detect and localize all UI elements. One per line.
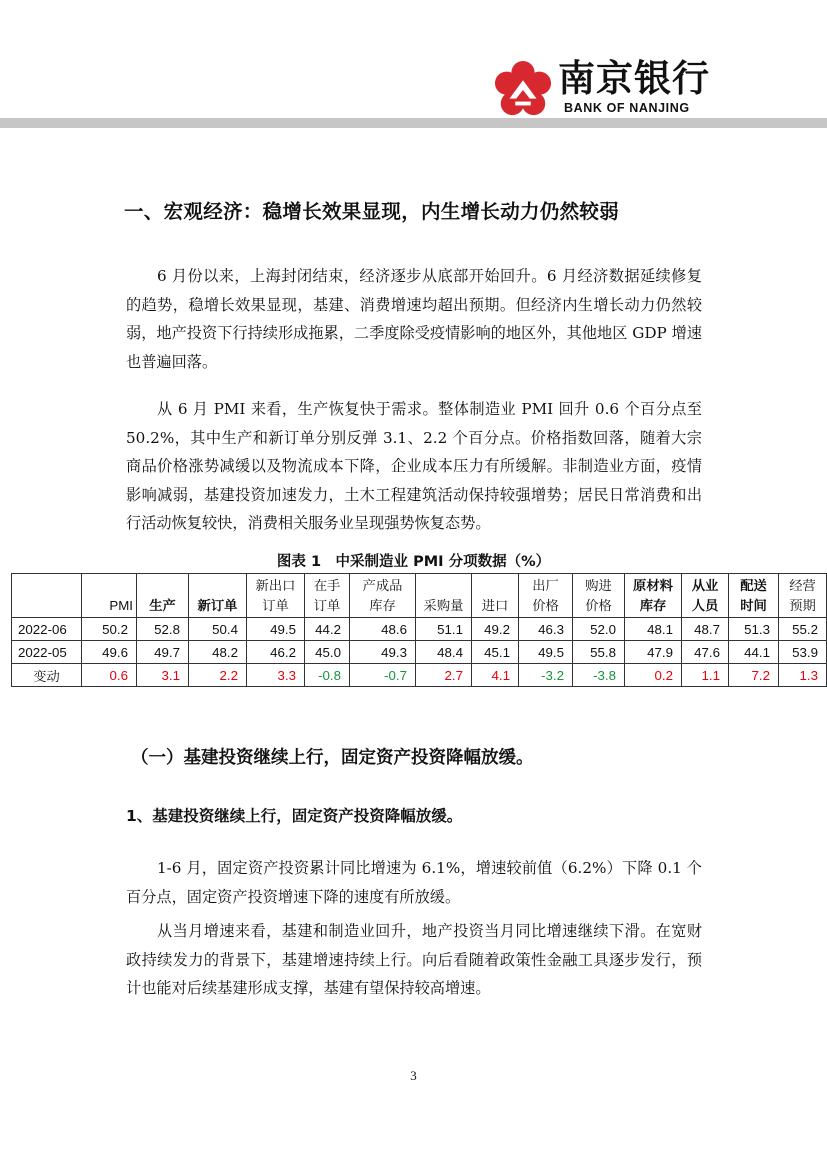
- bank-name-en: BANK OF NANJING: [564, 101, 690, 115]
- table-row-label: 2022-06: [12, 618, 82, 641]
- table-cell: -3.2: [519, 664, 573, 687]
- table-header-cell: [137, 574, 189, 618]
- table-header-text: 购进: [585, 577, 612, 593]
- page-number: 3: [410, 1068, 417, 1083]
- table-header-text: 订单: [313, 597, 341, 613]
- table-cell: 50.2: [82, 618, 137, 641]
- table-header-text: 原材料: [633, 577, 673, 593]
- table-cell: 48.2: [189, 641, 247, 664]
- table-cell: 7.2: [729, 664, 779, 687]
- table-header-cell: [625, 574, 682, 618]
- bank-name-cn: 南京银行: [558, 57, 710, 100]
- table-cell: 0.6: [82, 664, 137, 687]
- table-row: [12, 618, 827, 641]
- table-header-cell: [305, 574, 350, 618]
- table-cell: -0.8: [305, 664, 350, 687]
- table-cell: 49.5: [519, 641, 573, 664]
- table-cell: 45.0: [305, 641, 350, 664]
- table-cell: 51.3: [729, 618, 779, 641]
- table-header-text: 库存: [639, 597, 667, 613]
- table-header-text: PMI: [109, 598, 133, 613]
- table-header-text: 配送: [740, 577, 767, 593]
- table-cell: 47.9: [625, 641, 682, 664]
- table-cell: 49.5: [247, 618, 305, 641]
- table-cell: 3.1: [137, 664, 189, 687]
- bank-logo: [494, 57, 710, 120]
- subsection-item-title: 1、基建投资继续上行，固定资产投资降幅放缓。: [126, 807, 463, 825]
- paragraph-economy-overview: 6 月份以来，上海封闭结束，经济逐步从底部开始回升。6 月经济数据延续修复的趋势，稳增长效果显现，基建、消费增速均超出预期。但经济内生增长动力仍然较弱，地产投资下行持续形成拖累，二季度除受疫情影响的地区外，其他地区 GDP 增速也普遍回落。: [126, 267, 702, 371]
- table-cell: 55.8: [573, 641, 625, 664]
- table-cell: 44.1: [729, 641, 779, 664]
- table-header-cell: [682, 574, 729, 618]
- table-header-text: 时间: [740, 597, 767, 613]
- bank-of-nanjing-logo-icon: [494, 60, 552, 118]
- paragraph-infrastructure: 从当月增速来看，基建和制造业回升，地产投资当月同比增速继续下滑。在宽财政持续发力的背景下，基建增速持续上行。向后看随着政策性金融工具逐步发行，预计也能对后续基建形成支撑，基建有望保持较高增速。: [126, 922, 702, 997]
- table-header-cell: [247, 574, 305, 618]
- table-header-text: 价格: [585, 597, 612, 613]
- table-header-cell: [779, 574, 827, 618]
- table-cell: 4.1: [472, 664, 519, 687]
- table-cell: 46.3: [519, 618, 573, 641]
- table-header-text: 人员: [691, 597, 719, 613]
- table-cell: 3.3: [247, 664, 305, 687]
- table-cell: 45.1: [472, 641, 519, 664]
- section-title: 一、宏观经济：稳增长效果显现，内生增长动力仍然较弱: [124, 200, 620, 223]
- table-row-label: 2022-05: [12, 641, 82, 664]
- paragraph-pmi-analysis: 从 6 月 PMI 来看，生产恢复快于需求。整体制造业 PMI 回升 0.6 个百分点至 50.2%，其中生产和新订单分别反弹 3.1、2.2 个百分点。价格指数回落，随着大宗商品价格涨势减缓以及物流成本下降，企业成本压力有所缓解。非制造业方面，疫情影响减弱，基建投资加速发力，土木工程建筑活动保持较强增势；居民日常消费和出行活动恢复较快，消费相关服务业呈现强势恢复态势。: [126, 400, 702, 532]
- table-header-text: 采购量: [423, 597, 464, 613]
- table-cell: -3.8: [573, 664, 625, 687]
- table-header-row: [12, 574, 827, 618]
- table-header-cell: [472, 574, 519, 618]
- table-header-text: 出厂: [532, 577, 559, 593]
- table-header-text: 在手: [313, 577, 341, 593]
- table-cell: 49.6: [82, 641, 137, 664]
- table-header-cell: [82, 574, 137, 618]
- table-header-text: 预期: [789, 597, 816, 613]
- table-cell: 1.3: [779, 664, 827, 687]
- table-cell: 50.4: [189, 618, 247, 641]
- table-cell: 0.2: [625, 664, 682, 687]
- table-cell: 52.0: [573, 618, 625, 641]
- table-cell: 49.7: [137, 641, 189, 664]
- table-cell: 2.2: [189, 664, 247, 687]
- table-header-cell: [12, 574, 82, 618]
- table-cell: 48.6: [350, 618, 416, 641]
- table-cell: 47.6: [682, 641, 729, 664]
- table-row: [12, 664, 827, 687]
- table-cell: 48.1: [625, 618, 682, 641]
- table-row-label: 变动: [12, 664, 82, 687]
- table-header-text: 产成品: [362, 577, 403, 593]
- table-header-text: 订单: [262, 597, 289, 613]
- table-cell: 1.1: [682, 664, 729, 687]
- table-cell: 48.4: [416, 641, 472, 664]
- subsection-title: （一）基建投资继续上行，固定资产投资降幅放缓。: [131, 748, 534, 768]
- table-header-cell: [729, 574, 779, 618]
- paragraph-fixed-investment: 1-6 月，固定资产投资累计同比增速为 6.1%，增速较前值（6.2%）下降 0.1 个百分点，固定资产投资增速下降的速度有所放缓。: [126, 859, 702, 906]
- table-cell: 48.7: [682, 618, 729, 641]
- table-header-text: 从业: [691, 577, 719, 593]
- table-header-text: 经营: [789, 577, 816, 593]
- table-header-cell: [573, 574, 625, 618]
- pmi-table: [11, 573, 827, 687]
- table-header-cell: [350, 574, 416, 618]
- table-row: [12, 641, 827, 664]
- table-header-cell: [519, 574, 573, 618]
- table-cell: 52.8: [137, 618, 189, 641]
- table-cell: 49.3: [350, 641, 416, 664]
- table-header-text: 新订单: [197, 597, 238, 613]
- table-cell: 44.2: [305, 618, 350, 641]
- header-divider-bar: [0, 118, 827, 128]
- table-cell: 46.2: [247, 641, 305, 664]
- table-cell: -0.7: [350, 664, 416, 687]
- table-header-cell: [189, 574, 247, 618]
- table-header-text: 生产: [149, 597, 176, 613]
- table-header-text: 进口: [481, 597, 509, 613]
- table-cell: 2.7: [416, 664, 472, 687]
- table-header-text: 新出口: [255, 577, 296, 593]
- table-header-cell: [416, 574, 472, 618]
- table-cell: 53.9: [779, 641, 827, 664]
- table-cell: 55.2: [779, 618, 827, 641]
- table-cell: 51.1: [416, 618, 472, 641]
- table-caption: 图表 1 中采制造业 PMI 分项数据（%）: [276, 554, 551, 570]
- table-cell: 49.2: [472, 618, 519, 641]
- table-header-text: 价格: [532, 597, 559, 613]
- table-header-text: 库存: [369, 597, 396, 613]
